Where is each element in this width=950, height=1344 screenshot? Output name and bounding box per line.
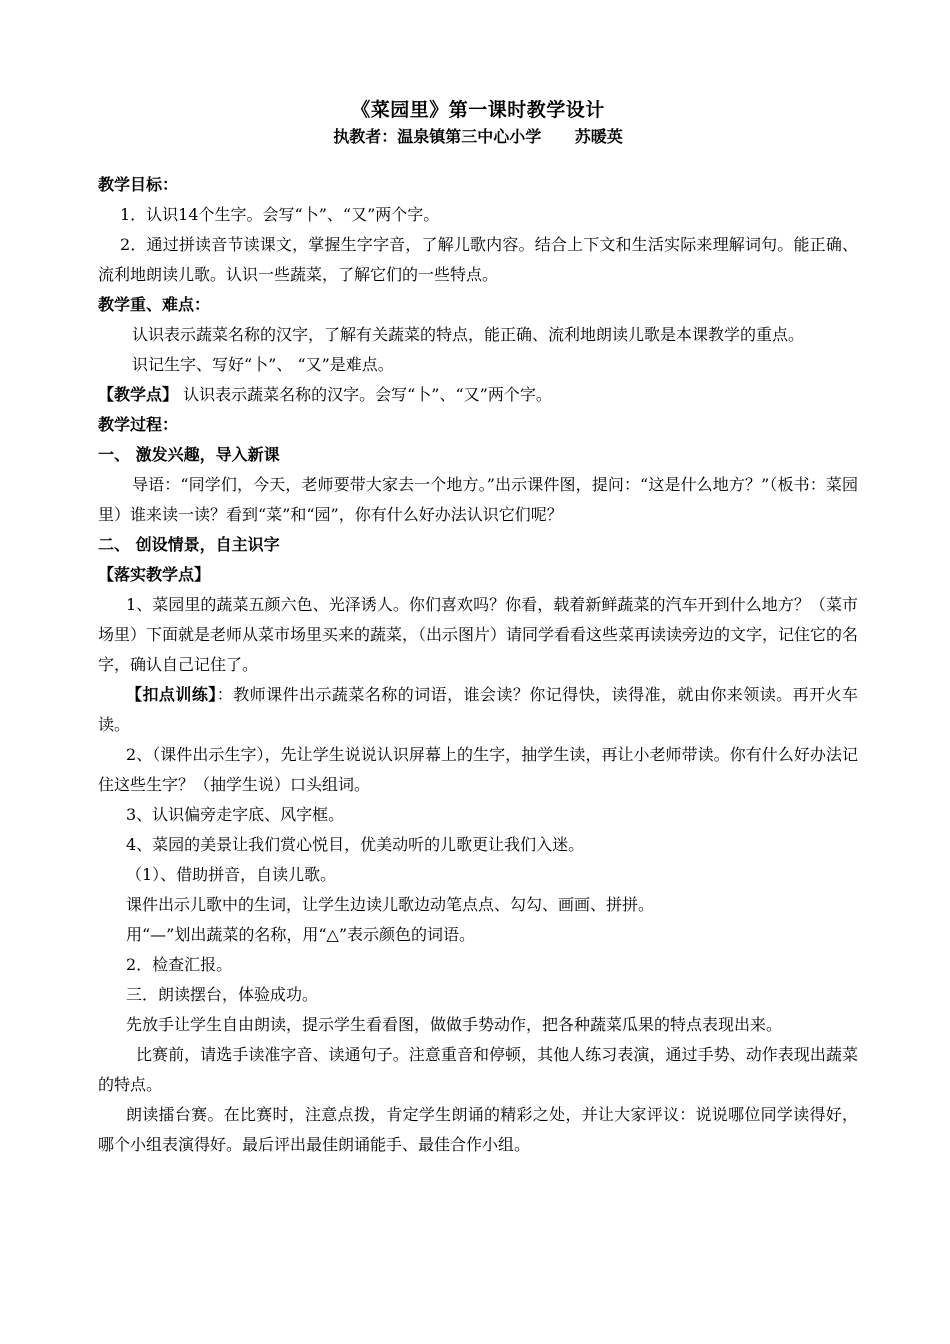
section-3-paragraph-1: 先放手让学生自由朗读，提示学生看看图，做做手势动作，把各种蔬菜瓜果的特点表现出来。 [126, 1015, 783, 1034]
process-heading: 教学过程： [98, 415, 179, 434]
step-4-sub-1: （1）、借助拼音，自读儿歌。 [126, 865, 337, 884]
section-1-heading: 一、 激发兴趣，导入新课 [98, 445, 280, 464]
teaching-point-text: 认识表示蔬菜名称的汉字。会写“卜”、“又”两个字。 [178, 385, 552, 404]
step-2-text: 2、（课件出示生字），先让学生说说认识屏幕上的生字，抽学生读，再让小老师带读。你有什么好办法记住这些生字？（抽学生说）口头组词。 [98, 745, 858, 794]
teaching-point-label: 【教学点】 [98, 385, 179, 404]
goal-item-2: 2．通过拼读音节读课文，掌握生字字音，了解儿歌内容。结合上下文和生活实际来理解词句。能正确、流利地朗读儿歌。认识一些蔬菜，了解它们的一些特点。 [98, 235, 858, 284]
goal-item-1: 1．认识14个生字。会写“卜”、“又”两个字。 [120, 205, 440, 224]
step-4-text: 4、菜园的美景让我们赏心悦目，优美动听的儿歌更让我们入迷。 [126, 835, 585, 854]
section-2-heading: 二、 创设情景，自主识字 [98, 535, 280, 554]
step-4-sub-2: 课件出示儿歌中的生词，让学生边读儿歌边动笔点点、勾勾、画画、拼拼。 [126, 895, 655, 914]
goals-heading: 教学目标： [98, 175, 179, 194]
step-4-sub-4: 2．检查汇报。 [126, 955, 233, 974]
teaching-point-line [98, 380, 858, 410]
document-title: 《菜园里》第一课时教学设计 [351, 99, 605, 121]
keypoint-1: 认识表示蔬菜名称的汉字，了解有关蔬菜的特点，能正确、流利地朗读儿歌是本课教学的重点。 [132, 325, 805, 344]
section-1-text: 导语：“同学们，今天，老师要带大家去一个地方。”出示课件图，提问：“这是什么地方？”（板书：菜园里）谁来读一读？看到“菜”和“园”，你有什么好办法认识它们呢？ [98, 475, 858, 524]
implement-label: 【落实教学点】 [98, 565, 211, 584]
section-3-heading: 三．朗读摆台，体验成功。 [126, 985, 319, 1004]
drill-text: ：教师课件出示蔬菜名称的词语，谁会读？你记得快，读得准，就由你来领读。再开火车读。 [98, 685, 858, 734]
keypoints-heading: 教学重、难点： [98, 295, 211, 314]
section-3-paragraph-3: 朗读擂台赛。在比赛时，注意点拨，肯定学生朗诵的精彩之处，并让大家评议：说说哪位同学读得好，哪个小组表演得好。最后评出最佳朗诵能手、最佳合作小组。 [98, 1105, 858, 1154]
document-page [98, 96, 858, 1160]
section-3-paragraph-2: 比赛前，请选手读准字音、读通句子。注意重音和停顿，其他人练习表演，通过手势、动作表现出蔬菜的特点。 [98, 1045, 858, 1094]
drill-label: 【扣点训练】 [126, 685, 217, 704]
keypoint-2: 识记生字、写好“卜”、 “又”是难点。 [132, 355, 394, 374]
drill-line [98, 680, 858, 740]
step-4-sub-3: 用“—”划出蔬菜的名称，用“△”表示颜色的词语。 [126, 925, 476, 944]
step-3-text: 3、认识偏旁走字底、风字框。 [126, 805, 345, 824]
step-1-text: 1、菜园里的蔬菜五颜六色、光泽诱人。你们喜欢吗？你看，载着新鲜蔬菜的汽车开到什么地方？（菜市场里）下面就是老师从菜市场里买来的蔬菜，（出示图片）请同学看看这些菜再读读旁边的文字，记住它的名字，确认自己记住了。 [98, 595, 859, 674]
document-byline: 执教者：温泉镇第三中心小学 苏暖英 [333, 127, 623, 146]
